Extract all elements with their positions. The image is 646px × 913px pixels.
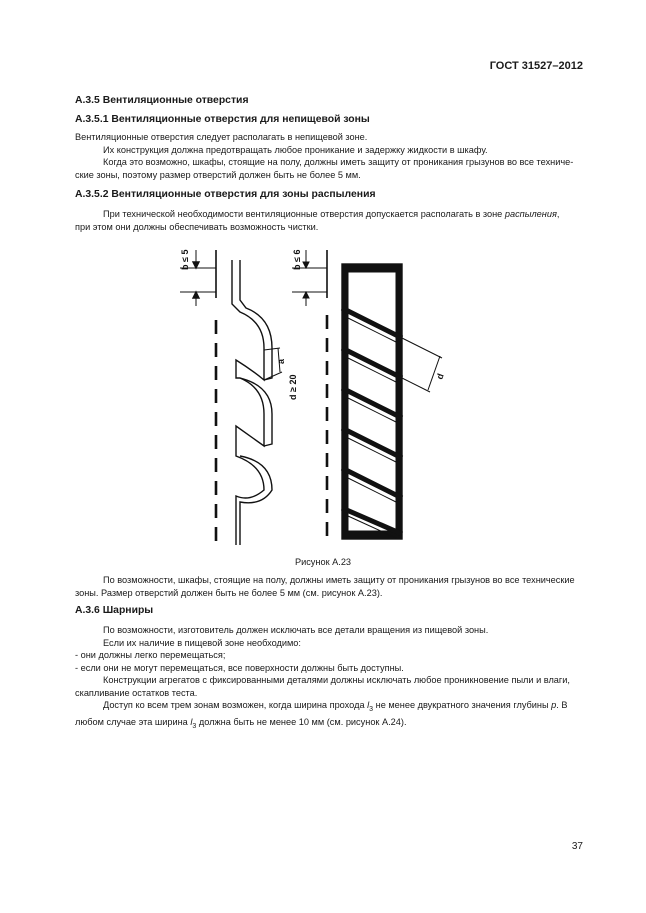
text-span: не менее двукратного значения глубины [373, 700, 552, 710]
label-a: a [276, 358, 286, 364]
text-line: - они должны легко перемещаться; [75, 650, 226, 660]
figure-caption: Рисунок А.23 [294, 557, 352, 567]
standard-header: ГОСТ 31527–2012 [489, 60, 583, 72]
dim-line [402, 338, 442, 358]
text-line [75, 699, 583, 716]
frame-top [342, 264, 402, 272]
slat [342, 308, 402, 338]
label-b5: b ≤ 5 [180, 249, 190, 270]
text-span: любом случае эта ширина [75, 717, 191, 728]
right-diagram [292, 250, 442, 545]
section-a352-title: А.3.5.2 Вентиляционные отверстия для зоны распыления [75, 189, 376, 200]
subscript: 3 [192, 723, 197, 731]
subscript: 3 [369, 705, 374, 713]
text-span: При технической необходимости вентиляционные отверстия допускается располагать в зоне [103, 209, 505, 219]
slat [342, 388, 402, 418]
arrow-head [193, 292, 199, 298]
profile-inner [240, 378, 272, 446]
slat [342, 348, 402, 378]
text-line: Конструкции агрегатов с фиксированными деталями должны исключать любое проникновение пыли и влаги, [103, 675, 570, 685]
text-line: скапливание остатков теста. [75, 687, 198, 698]
figure-a23 [180, 240, 470, 550]
text-span: , [556, 209, 560, 219]
text-line: По возможности, шкафы, стоящие на полу, должны иметь защиту от проникания грызунов во все технические [103, 575, 575, 585]
section-a36-text [75, 624, 583, 734]
emphasis: распыления [504, 209, 557, 219]
text-line: зоны. Размер отверстий должен быть не более 5 мм (см. рисунок А.23). [75, 587, 383, 598]
section-a352-text [75, 208, 583, 233]
slat [342, 468, 402, 498]
section-a351-text [75, 131, 583, 181]
after-figure-text [75, 574, 583, 599]
text-line: Если их наличие в пищевой зоне необходимо: [103, 637, 301, 648]
text-line: По возможности, изготовитель должен исключать все детали вращения из пищевой зоны. [103, 625, 489, 635]
text-line: Их конструкция должна предотвращать любое проникание и задержку жидкости в шкафу. [103, 144, 488, 155]
text-span: . В [556, 700, 568, 710]
label-d-left: d ≥ 20 [288, 374, 298, 400]
text-span: должна быть не менее 10 мм (см. рисунок А.24). [196, 717, 407, 728]
text-line: Когда это возможно, шкафы, стоящие на полу, должны иметь защиту от проникания грызунов во все техниче- [103, 157, 574, 167]
var-l3: l [190, 717, 193, 728]
text-line: ские зоны, поэтому размер отверстий должен быть не более 5 мм. [75, 169, 361, 180]
dim-line [402, 378, 430, 392]
section-a35-title: А.3.5 Вентиляционные отверстия [75, 95, 249, 106]
arrow-head [303, 262, 309, 268]
profile-inner [240, 260, 272, 380]
page-number: 37 [571, 841, 583, 852]
left-diagram [180, 250, 282, 545]
arrow-head [193, 262, 199, 268]
text-line [75, 716, 583, 733]
arrow-head [303, 292, 309, 298]
text-span: Доступ ко всем трем зонам возможен, когда ширина прохода [103, 700, 368, 710]
var-p: p [551, 700, 557, 710]
text-line: при этом они должны обеспечивать возможность чистки. [75, 221, 319, 232]
section-a351-title: А.3.5.1 Вентиляционные отверстия для непищевой зоны [75, 114, 370, 125]
text-line: Вентиляционные отверстия следует располагать в непищевой зоне. [75, 132, 368, 142]
slat-edges [348, 318, 396, 538]
slat [342, 428, 402, 458]
text-line [75, 208, 583, 221]
var-l3: l [367, 700, 370, 710]
label-b6: b ≤ 6 [292, 249, 302, 270]
text-line: - если они не могут перемещаться, все поверхности должны быть доступны. [75, 662, 404, 673]
slat [342, 508, 402, 534]
label-d-right: d [434, 372, 446, 381]
frame-left [342, 264, 348, 539]
section-a36-title: А.3.6 Шарниры [75, 605, 154, 616]
dim-line [264, 372, 282, 380]
